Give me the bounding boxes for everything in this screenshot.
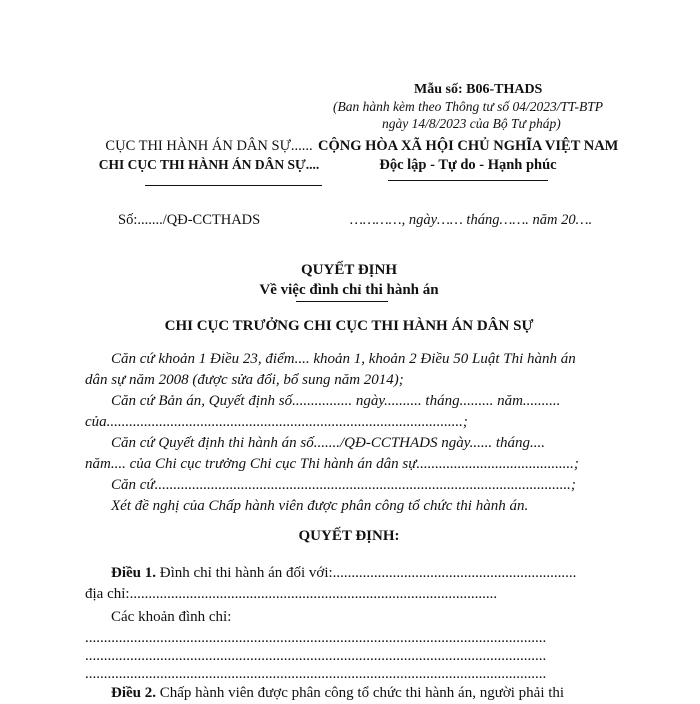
article-1-label: Điều 1.: [111, 565, 156, 581]
article-1-address: địa chỉ:..................................................................................................: [85, 586, 498, 602]
basis-judgment-line1: Căn cứ Bản án, Quyết định số................ ngày.......... tháng......... năm..........: [111, 393, 561, 409]
agency-line2: CHI CỤC THI HÀNH ÁN DÂN SỰ....: [98, 157, 320, 172]
document-number: Số:......./QĐ-CCTHADS: [118, 212, 261, 228]
suspended-items-line3: ...........................................................................................................................: [85, 666, 547, 682]
form-issued-by-line1: (Ban hành kèm theo Thông tư số 04/2023/TT-BTP: [333, 99, 603, 114]
form-code: Mẫu số: B06-THADS: [414, 82, 543, 97]
decision-title: QUYẾT ĐỊNH: [301, 262, 397, 278]
basis-law-line2: dân sự năm 2008 (được sửa đổi, bổ sung năm 2014);: [85, 372, 404, 388]
basis-law-line1: Căn cứ khoản 1 Điều 23, điểm.... khoản 1, khoản 2 Điều 50 Luật Thi hành án: [111, 351, 576, 367]
basis-enforcement-line1: Căn cứ Quyết định thi hành án số......./QĐ-CCTHADS ngày...... tháng....: [111, 435, 546, 451]
suspended-items-line1: ...........................................................................................................................: [85, 630, 547, 646]
issuing-authority: CHI CỤC TRƯỞNG CHI CỤC THI HÀNH ÁN DÂN SỰ: [164, 318, 534, 334]
basis-judgment-line2: của...............................................................................................;: [85, 414, 468, 430]
suspended-items-label: Các khoản đình chỉ:: [111, 609, 232, 625]
form-issued-by-line2: ngày 14/8/2023 của Bộ Tư pháp): [382, 116, 561, 131]
decision-heading: QUYẾT ĐỊNH:: [298, 528, 400, 544]
article-1: [85, 563, 613, 584]
decision-subject: Về việc đình chỉ thi hành án: [259, 282, 439, 298]
document-date: …………, ngày…… tháng……. năm 20….: [350, 212, 593, 228]
article-2-text: Chấp hành viên được phân công tổ chức thi hành án, người phải thi: [156, 685, 565, 701]
basis-other: Căn cứ...............................................................................................................;: [111, 477, 576, 493]
article-2-label: Điều 2.: [111, 685, 156, 701]
article-1-text: Đình chỉ thi hành án đối với:.................................................................: [156, 565, 577, 581]
article-2: [85, 683, 613, 704]
agency-line1: CỤC THI HÀNH ÁN DÂN SỰ......: [105, 138, 313, 154]
agency-underline: [145, 185, 322, 186]
subject-underline: [296, 301, 388, 302]
motto-underline: [388, 180, 548, 181]
suspended-items-line2: ...........................................................................................................................: [85, 648, 547, 664]
country-name: CỘNG HÒA XÃ HỘI CHỦ NGHĨA VIỆT NAM: [318, 138, 619, 154]
basis-enforcement-line2: năm.... của Chi cục trưởng Chi cục Thi hành án dân sự..........................................;: [85, 456, 579, 472]
national-motto: Độc lập - Tự do - Hạnh phúc: [379, 157, 557, 173]
basis-proposal: Xét đề nghị của Chấp hành viên được phân công tổ chức thi hành án.: [111, 498, 529, 514]
